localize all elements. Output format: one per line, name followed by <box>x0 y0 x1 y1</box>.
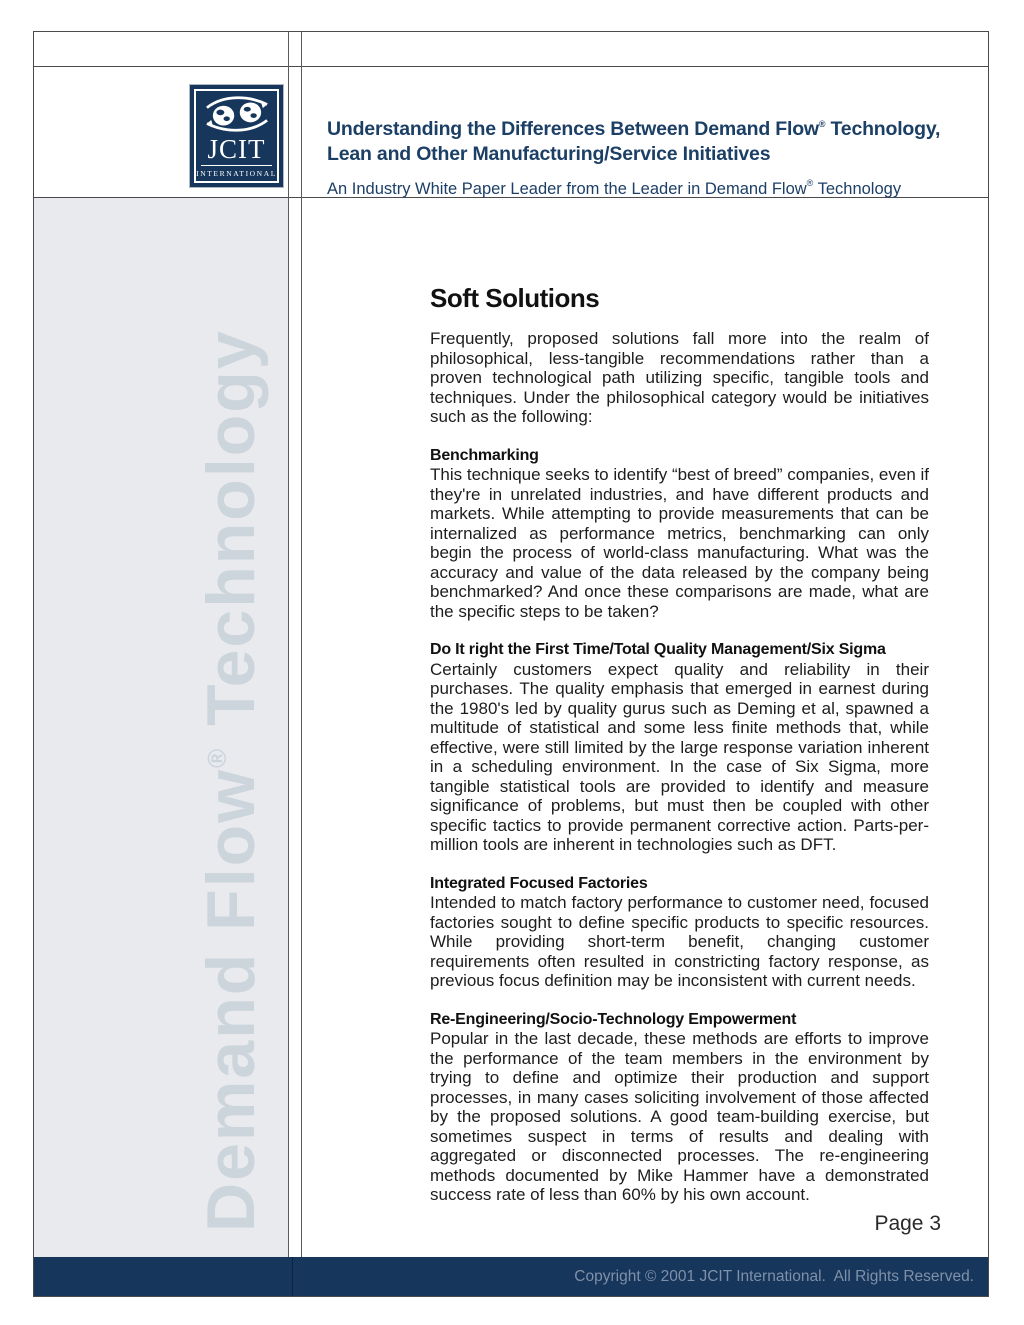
document-subtitle <box>327 173 977 199</box>
section-heading: Do It right the First Time/Total Quality Management/Six Sigma <box>430 641 886 658</box>
logo-subtext: INTERNATIONAL <box>196 168 277 178</box>
watermark-text-post: Technology <box>193 329 269 747</box>
page-heading: Soft Solutions <box>430 283 600 313</box>
section-body: This technique seeks to identify “best of breed” companies, even if they're in unrelated industries, and have different products and markets. While attempting to provide measurements that can be internalized as performance metrics, benchmarking can only begin the process of world-class manufacturing. What was the accuracy and value of the data released by the company being benchmarked? And once these comparisons are made, what are the specific steps to be taken? <box>430 465 929 621</box>
section-body: Popular in the last decade, these methods are efforts to improve the performance of the team members in the environment by trying to define and optimize their production and support processes, in many cases soliciting involvement of those affected by the proposed solutions. A good team-building exercise, but sometimes suspect in terms of results and dealing with aggregated or disconnected processes. The re-engineering methods documented by Mike Hammer have a demonstrated success rate of less than 60% by his own account. <box>430 1029 929 1204</box>
sidebar <box>34 198 288 1257</box>
page-number: Page 3 <box>874 1212 941 1235</box>
section-body: Certainly customers expect quality and reliability in their purchases. The quality emphasis that emerged in earnest during the 1980's led by quality gurus such as Deming et al, spawned a multitude of statistical and some less finite methods that, while effective, were still limited by the large response variation inherent in a scheduling environment. In the case of Six Sigma, more tangible statistical tools are provided to identify and measure significance of problems, but must then be coupled with other specific tactics to provide permanent corrective action. Parts-per-million tools are inherent in technologies such as DFT. <box>430 659 929 854</box>
globes-infinity-icon <box>199 95 275 133</box>
column-divider-right-line <box>301 32 302 1257</box>
section-heading: Integrated Focused Factories <box>430 874 648 892</box>
section-heading: Re-Engineering/Socio-Technology Empowerment <box>430 1010 797 1028</box>
section-reengineering <box>430 1010 929 1205</box>
section-body: Intended to match factory performance to customer need, focused factories sought to define specific products to specific resources. While providing short-term benefit, changing customer requirements often resulted in constricting factory response, as previous focus definition may be inconsistent with current needs. <box>430 893 929 990</box>
section-heading: Benchmarking <box>430 446 539 464</box>
registered-trademark-icon: ® <box>806 178 814 188</box>
registered-trademark-icon: ® <box>202 746 232 768</box>
column-divider-left-line <box>288 32 289 1257</box>
jcit-logo-inner-frame <box>194 89 279 183</box>
registered-trademark-icon: ® <box>818 119 826 129</box>
logo-divider-line <box>201 165 272 166</box>
footer-column-divider <box>292 1257 293 1296</box>
sidebar-watermark <box>182 232 269 1232</box>
subtitle-text-post: Technology <box>813 180 902 198</box>
page-frame <box>33 31 989 1297</box>
title-line-1 <box>327 112 977 142</box>
document-title <box>327 112 977 167</box>
jcit-logo <box>190 85 283 187</box>
subtitle-text-pre: An Industry White Paper Leader from the Leader in Demand Flow <box>327 180 807 198</box>
title-text-pre: Understanding the Differences Between Demand Flow <box>327 118 819 140</box>
intro-paragraph: Frequently, proposed solutions fall more into the realm of philosophical, less-tangible recommendations rather than a proven technological path utilizing specific, tangible tools and techniques. Under the philosophical category would be initiatives such as the following: <box>430 329 929 426</box>
title-text-post: Technology, <box>825 118 941 140</box>
watermark-text-pre: Demand Flow <box>193 767 269 1232</box>
header <box>327 112 977 199</box>
main-content <box>430 283 929 1205</box>
section-benchmarking <box>430 446 929 622</box>
footer-bar <box>34 1257 988 1296</box>
section-total-quality <box>430 640 929 855</box>
logo-name: JCIT <box>207 133 266 164</box>
title-line-2: Lean and Other Manufacturing/Service Initiatives <box>327 143 771 165</box>
section-focused-factories <box>430 874 929 991</box>
header-top-divider <box>34 66 988 67</box>
copyright-text: Copyright © 2001 JCIT International. All Rights Reserved. <box>574 1267 974 1285</box>
